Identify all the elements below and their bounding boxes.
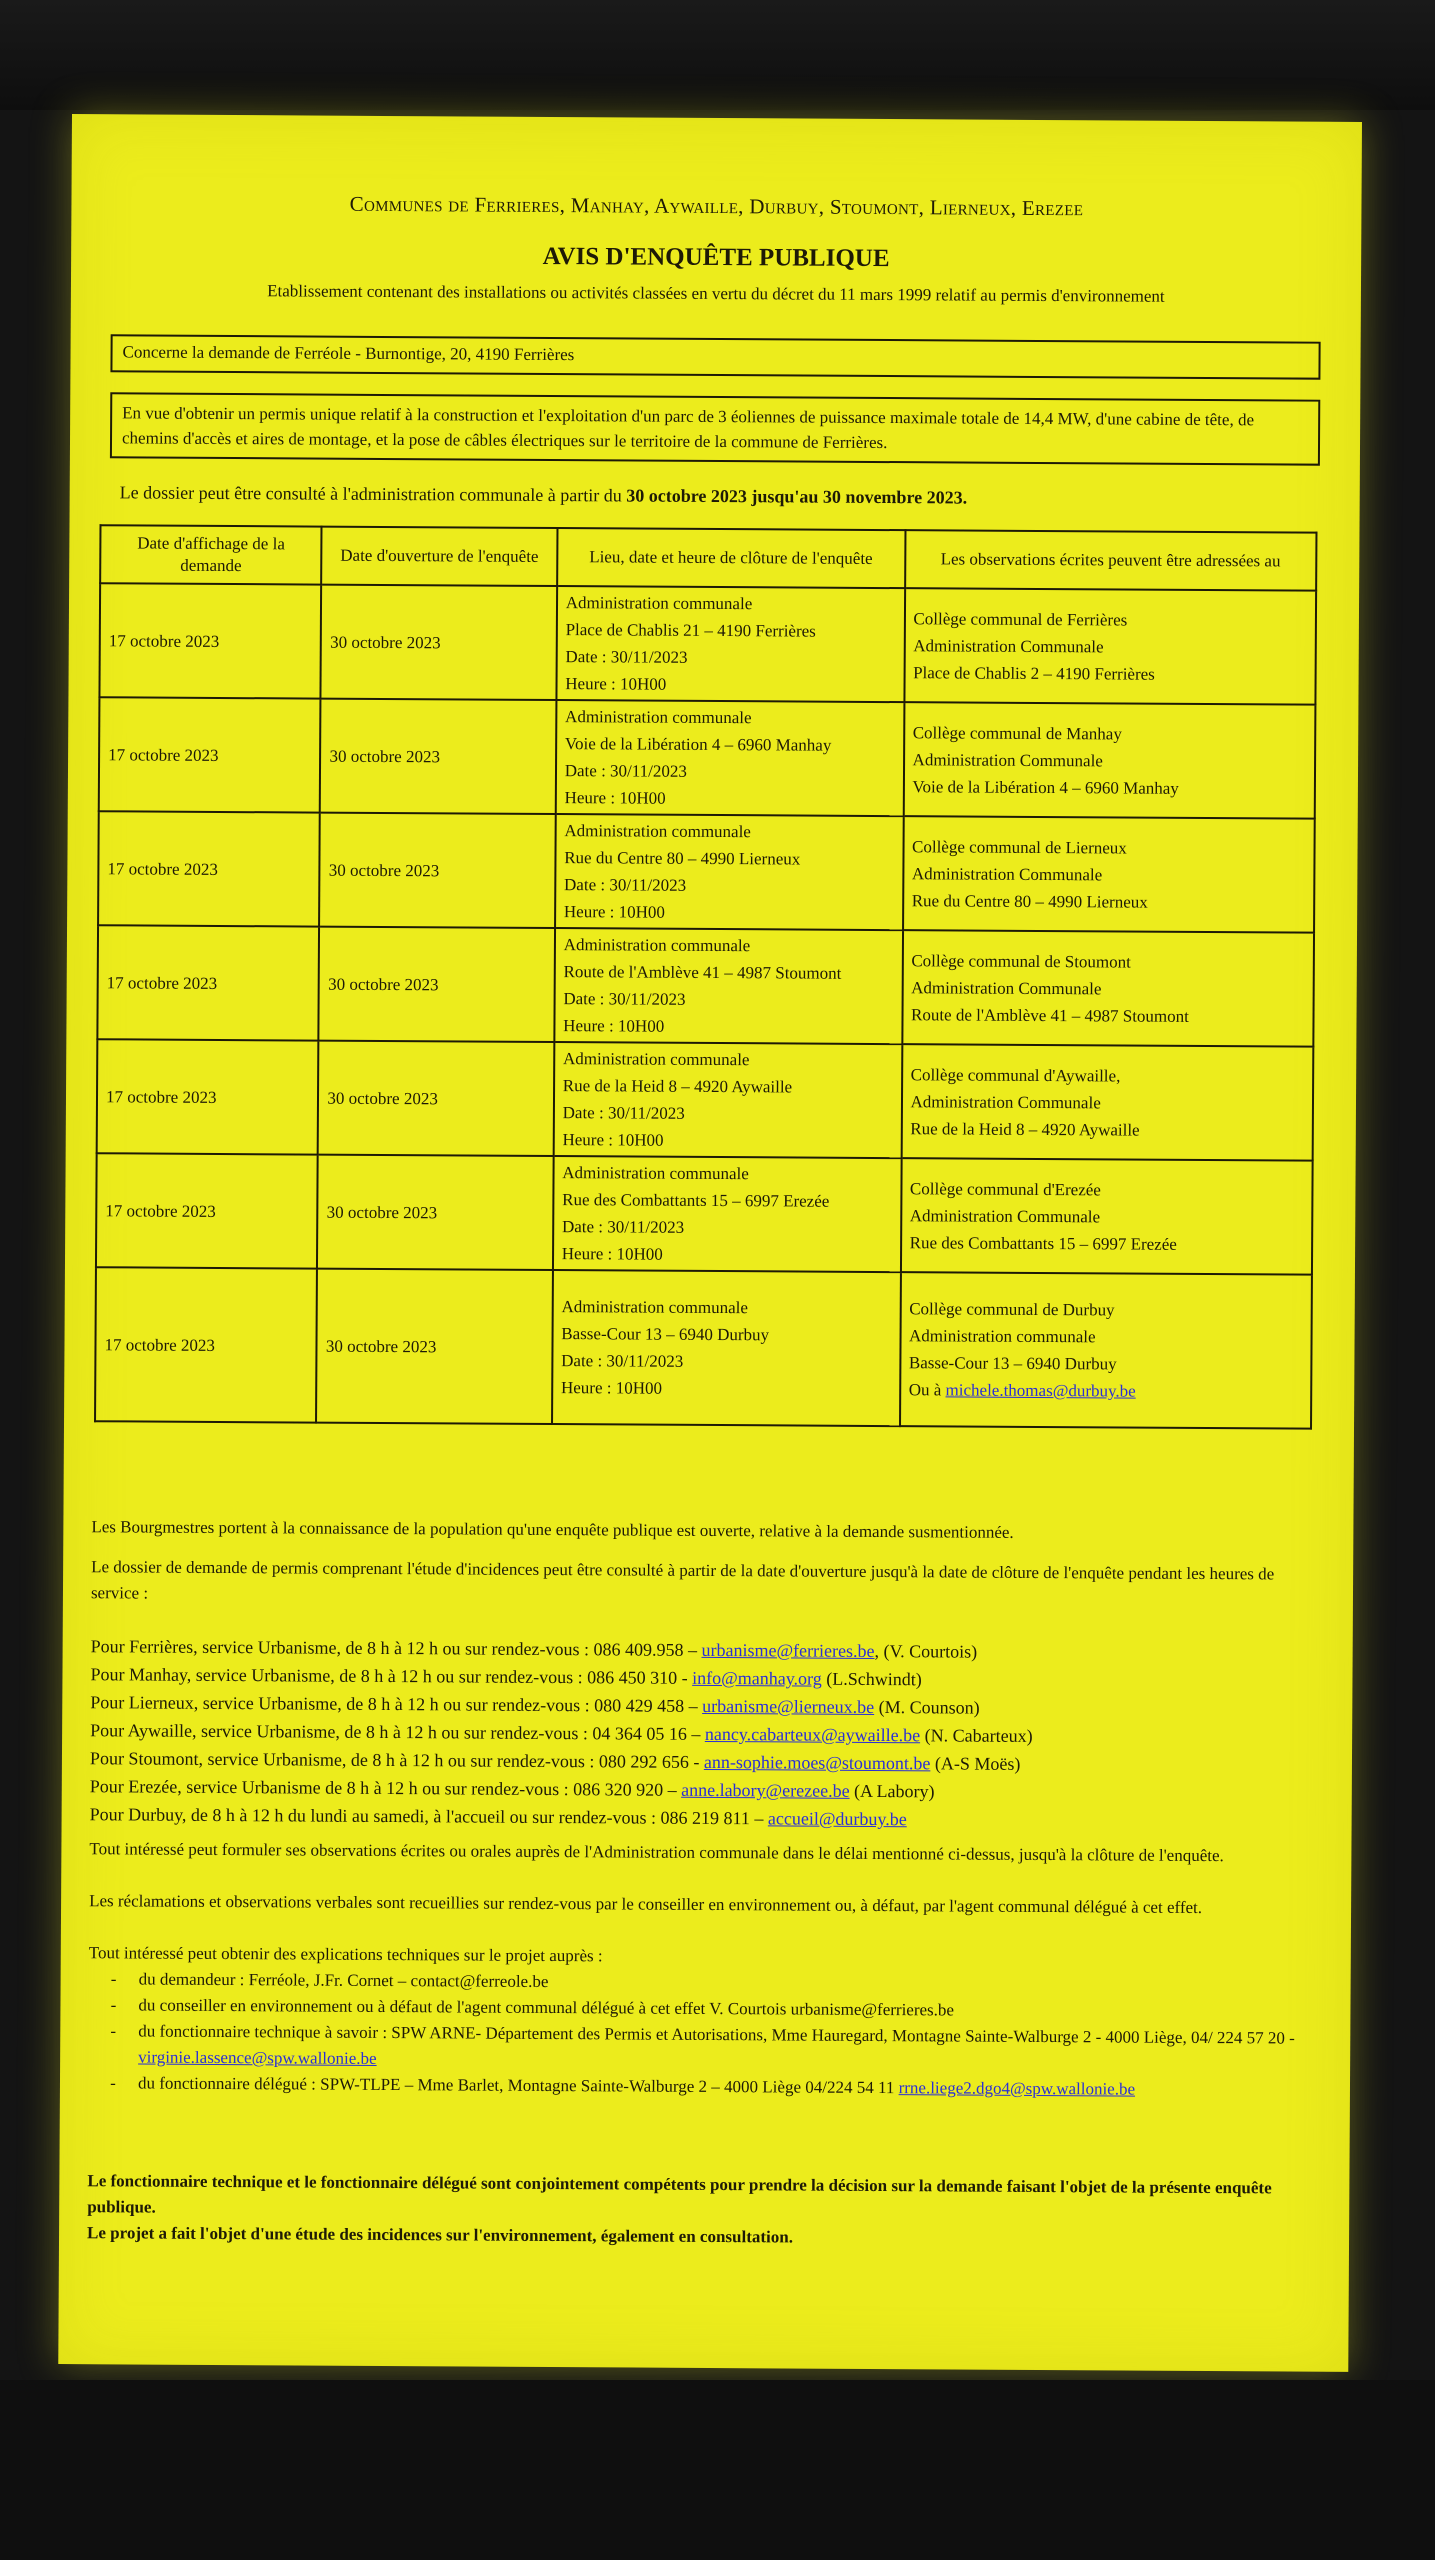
contact-commune: Pour Ferrières (90, 1636, 194, 1657)
lieu-line: Route de l'Amblève 41 – 4987 Stoumont (563, 962, 842, 983)
contact-commune: Pour Erezée (89, 1776, 178, 1797)
table-row (98, 811, 1315, 932)
lieu-line: Place de Chablis 21 – 4190 Ferrières (565, 620, 816, 641)
contact-commune: Pour Aywaille (90, 1720, 193, 1741)
contact-row (90, 1800, 1033, 1834)
bullet-email-link[interactable]: rrne.liege2.dgo4@spw.wallonie.be (898, 2078, 1136, 2099)
contact-person: (N. Cabarteux) (920, 1725, 1033, 1746)
contact-details: , service Urbanisme, de 8 h à 12 h ou sur rendez-vous : 080 429 458 – (193, 1692, 703, 1716)
adresse-line: Collège communal de Lierneux (911, 836, 1127, 858)
adresse-line: Collège communal de Stoumont (911, 950, 1131, 972)
adresse-line: Administration communale (909, 1326, 1096, 1347)
email-link[interactable]: michele.thomas@durbuy.be (945, 1380, 1136, 1401)
dossier-text: Le dossier de demande de permis comprenant l'étude d'incidences peut être consulté à partir de la date d'ouverture jusqu'à la date de clôture de l'enquête pendant les heures de service : (90, 1557, 1275, 1603)
affichage-date: 17 octobre 2023 (97, 1039, 319, 1154)
contact-person: (A-S Moës) (930, 1753, 1021, 1774)
header-ouverture: Date d'ouverture de l'enquête (322, 527, 558, 586)
adresse-line: Basse-Cour 13 – 6940 Durbuy (908, 1353, 1117, 1374)
ouverture-date: 30 octobre 2023 (320, 699, 556, 814)
contact-email-link[interactable]: urbanisme@ferrieres.be (701, 1639, 875, 1661)
adresse-observations (903, 816, 1315, 933)
lieu-line: Rue du Centre 80 – 4990 Lierneux (564, 848, 801, 869)
list-item (88, 2018, 1318, 2078)
bullet-dash: - (110, 2073, 116, 2093)
contact-email-link[interactable]: urbanisme@lierneux.be (702, 1695, 875, 1717)
bourgmestres-paragraph: Les Bourgmestres portent à la connaissance de la population qu'une enquête publique est ouverte, relative à la demande susmentionnée. (91, 1517, 1014, 1542)
explanations-list (88, 1966, 1319, 2104)
adresse-line: Administration Communale (911, 977, 1102, 998)
adresse-line: Collège communal d'Erezée (909, 1178, 1101, 1199)
lieu-line: Date : 30/11/2023 (563, 989, 686, 1009)
lieu-cloture (555, 700, 903, 816)
contact-details: , service Urbanisme, de 8 h à 12 h ou sur rendez-vous : 086 450 310 - (186, 1664, 693, 1688)
lieu-line: Date : 30/11/2023 (562, 1103, 685, 1123)
adresse-line: Voie de la Libération 4 – 6960 Manhay (912, 776, 1179, 798)
observations-p3: Tout intéressé peut obtenir des explications techniques sur le projet auprès : (88, 1943, 603, 1966)
header-lieu: Lieu, date et heure de clôture de l'enquête (557, 528, 905, 588)
lieu-line: Date : 30/11/2023 (565, 647, 688, 667)
lieu-line: Administration communale (561, 1297, 749, 1318)
lieu-cloture (555, 814, 903, 930)
contacts-list (90, 1632, 1034, 1834)
adresse-line: Collège communal de Manhay (912, 722, 1122, 743)
contact-details: , de 8 h à 12 h du lundi au samedi, à l'accueil ou sur rendez-vous : 086 219 811 – (181, 1804, 768, 1829)
enquete-table (94, 524, 1317, 1429)
affichage-date: 17 octobre 2023 (96, 1153, 318, 1268)
lieu-line: Voie de la Libération 4 – 6960 Manhay (564, 734, 832, 755)
consultation-period (120, 482, 968, 508)
table-row (99, 583, 1316, 704)
email-prefix: Ou à (908, 1380, 946, 1400)
adresse-line: Collège communal d'Aywaille, (910, 1064, 1121, 1085)
ouverture-date: 30 octobre 2023 (316, 1269, 552, 1424)
bullet-body (138, 2019, 1318, 2078)
lieu-cloture (553, 1156, 901, 1272)
lieu-line: Administration communale (564, 821, 751, 842)
lieu-line: Heure : 10H00 (564, 788, 666, 808)
header-adresse: Les observations écrites peuvent être adressées au (905, 530, 1317, 591)
final-paragraph-1: Le fonctionnaire technique et le fonctionnaire délégué sont conjointement compétents pour prendre la décision sur la demande faisant l'objet de la présente enquête publique. (87, 2171, 1272, 2217)
contact-details: , service Urbanisme de 8 h à 12 h ou sur rendez-vous : 086 320 920 – (177, 1776, 682, 1800)
bullet-dash: - (110, 2021, 117, 2041)
lieu-line: Basse-Cour 13 – 6940 Durbuy (561, 1324, 770, 1345)
ouverture-date: 30 octobre 2023 (319, 813, 555, 928)
lieu-line: Rue de la Heid 8 – 4920 Aywaille (562, 1076, 793, 1097)
adresse-line: Administration Communale (910, 1091, 1101, 1112)
dossier-paragraph (91, 1554, 1321, 1614)
affichage-date: 17 octobre 2023 (95, 1267, 317, 1422)
observations-p2: Les réclamations et observations verbales sont recueillies sur rendez-vous par le conseiller en environnement ou, à défaut, par l'agent communal délégué à cet effet. (89, 1891, 1203, 1917)
lieu-line: Administration communale (565, 707, 752, 728)
bullet-text: du conseiller en environnement ou à défaut de l'agent communal délégué à cet effet V. Courtois urbanisme@ferrieres.be (138, 1995, 955, 2020)
adresse-line: Administration Communale (912, 749, 1103, 770)
communes-heading: Communes de Ferrieres, Manhay, Aywaille, Durbuy, Stoumont, Lierneux, Erezee (349, 191, 1084, 221)
contact-person: (L.Schwindt) (821, 1668, 922, 1690)
final-paragraph-2: Le projet a fait l'objet d'une étude des incidences sur l'environnement, également en consultation. (87, 2223, 794, 2247)
lieu-cloture (554, 928, 902, 1044)
bullet-email-link[interactable]: virginie.lassence@spw.wallonie.be (138, 2047, 377, 2068)
table-row (97, 1039, 1314, 1160)
adresse-line: Rue des Combattants 15 – 6997 Erezée (909, 1232, 1177, 1254)
bullet-text: du fonctionnaire technique à savoir : SPW ARNE- Département des Permis et Autorisations, Mme Hauregard, Montagne Sainte-Walburge 2 - 4000 Liège, 04/ 224 57 20 - (138, 2021, 1295, 2048)
notice-subtitle: Etablissement contenant des installations ou activités classées en vertu du décret du 11 mars 1999 relatif au permis d'environnement (267, 281, 1165, 306)
contact-person: , (V. Courtois) (874, 1640, 978, 1662)
affichage-date: 17 octobre 2023 (98, 811, 320, 926)
bullet-dash: - (110, 1995, 117, 2015)
adresse-line: Route de l'Amblève 41 – 4987 Stoumont (910, 1004, 1189, 1026)
lieu-line: Date : 30/11/2023 (561, 1217, 685, 1237)
adresse-observations (903, 702, 1315, 819)
adresse-observations (904, 588, 1316, 705)
affichage-date: 17 octobre 2023 (99, 583, 321, 698)
ouverture-date: 30 octobre 2023 (321, 585, 557, 700)
table-row (95, 1267, 1312, 1428)
lieu-line: Administration communale (565, 593, 753, 614)
adresse-line: Administration Communale (909, 1205, 1101, 1226)
contact-commune: Pour Manhay (90, 1664, 187, 1685)
lieu-line: Heure : 10H00 (565, 674, 667, 694)
monitor-bezel-bottom (0, 2380, 1435, 2560)
lieu-line: Date : 30/11/2023 (564, 761, 687, 781)
adresse-observations (900, 1272, 1312, 1429)
lieu-line: Heure : 10H00 (561, 1244, 663, 1264)
contact-email-link[interactable]: info@manhay.org (692, 1667, 822, 1689)
bullet-text: du demandeur : Ferréole, J.Fr. Cornet – contact@ferreole.be (138, 1969, 549, 1992)
table-row (97, 925, 1314, 1046)
contact-person: (M. Counson) (874, 1696, 980, 1718)
adresse-line: Rue du Centre 80 – 4990 Lierneux (911, 890, 1148, 912)
monitor-bezel-top (0, 0, 1435, 110)
lieu-line: Rue des Combattants 15 – 6997 Erezée (562, 1190, 830, 1211)
adresse-line: Collège communal de Ferrières (913, 608, 1128, 630)
consultation-dates: 30 octobre 2023 jusqu'au 30 novembre 2023. (626, 485, 968, 508)
lieu-line: Heure : 10H00 (562, 1130, 664, 1150)
adresse-line: Administration Communale (911, 863, 1103, 884)
adresse-observations (900, 1158, 1312, 1275)
adresse-line: Place de Chablis 2 – 4190 Ferrières (913, 662, 1155, 684)
bullet-text: du fonctionnaire délégué : SPW-TLPE – Mme Barlet, Montagne Sainte-Walburge 2 – 4000 Liège 04/224 54 11 (137, 2073, 899, 2098)
affichage-date: 17 octobre 2023 (97, 925, 319, 1040)
bullet-body (138, 2071, 1135, 2103)
lieu-cloture (553, 1042, 901, 1158)
table-row (96, 1153, 1313, 1274)
adresse-observations (901, 1044, 1313, 1161)
contact-commune: Pour Lierneux (90, 1692, 194, 1713)
concerne-box: Concerne la demande de Ferréole - Burnontige, 20, 4190 Ferrières (110, 334, 1320, 379)
bullet-body (139, 1967, 549, 1996)
objet-box: En vue d'obtenir un permis unique relatif à la construction et l'exploitation d'un parc de 3 éoliennes de puissance maximale totale de 14,4 MW, d'une cabine de tête, de chemins d'accès et aires de montage, et la pose de câbles électriques sur le territoire de la commune de Ferrières. (110, 392, 1320, 465)
contact-details: , service Urbanisme, de 8 h à 12 h ou sur rendez-vous : 086 409.958 – (193, 1636, 702, 1660)
contact-email-link[interactable]: anne.labory@erezee.be (681, 1779, 850, 1801)
lieu-cloture (552, 1270, 901, 1426)
lieu-line: Administration communale (562, 1163, 749, 1184)
lieu-line: Heure : 10H00 (563, 1016, 665, 1036)
observations-p1: Tout intéressé peut formuler ses observations écrites ou orales auprès de l'Administration communale dans le délai mentionné ci-dessus, jusqu'à la clôture de l'enquête. (89, 1839, 1224, 1866)
contact-person: (A Labory) (849, 1780, 935, 1802)
lieu-line: Date : 30/11/2023 (564, 875, 687, 895)
contact-email-link[interactable]: ann-sophie.moes@stoumont.be (703, 1751, 931, 1774)
lieu-line: Administration communale (562, 1049, 750, 1070)
lieu-cloture (556, 586, 904, 702)
lieu-line: Date : 30/11/2023 (561, 1351, 684, 1371)
ouverture-date: 30 octobre 2023 (317, 1155, 553, 1270)
adresse-line: Administration Communale (913, 635, 1104, 656)
email-line (909, 1376, 1303, 1405)
consultation-prefix: Le dossier peut être consulté à l'administration communale à partir du (119, 482, 627, 506)
adresse-line: Collège communal de Durbuy (909, 1299, 1115, 1320)
lieu-line: Heure : 10H00 (560, 1378, 663, 1398)
ouverture-date: 30 octobre 2023 (319, 927, 555, 1042)
adresse-observations (902, 930, 1314, 1047)
affichage-date: 17 octobre 2023 (99, 697, 321, 812)
contact-commune: Pour Stoumont (89, 1748, 199, 1769)
header-affichage: Date d'affichage de la demande (100, 525, 322, 584)
table-row (99, 697, 1316, 818)
notice-title: AVIS D'ENQUÊTE PUBLIQUE (542, 242, 890, 273)
ouverture-date: 30 octobre 2023 (318, 1041, 554, 1156)
adresse-line: Rue de la Heid 8 – 4920 Aywaille (910, 1118, 1140, 1140)
bullet-dash: - (110, 1969, 117, 1989)
contact-details: , service Urbanisme, de 8 h à 12 h ou sur rendez-vous : 04 364 05 16 – (191, 1720, 705, 1744)
notice-screen (58, 114, 1362, 2372)
contact-details: , service Urbanisme, de 8 h à 12 h ou sur rendez-vous : 080 292 656 - (198, 1748, 704, 1772)
contact-email-link[interactable]: accueil@durbuy.be (767, 1808, 907, 1830)
contact-email-link[interactable]: nancy.cabarteux@aywaille.be (704, 1723, 921, 1746)
table-header-row (100, 525, 1316, 590)
lieu-line: Heure : 10H00 (563, 902, 665, 922)
lieu-line: Administration communale (563, 935, 751, 956)
contact-commune: Pour Durbuy (89, 1804, 183, 1825)
